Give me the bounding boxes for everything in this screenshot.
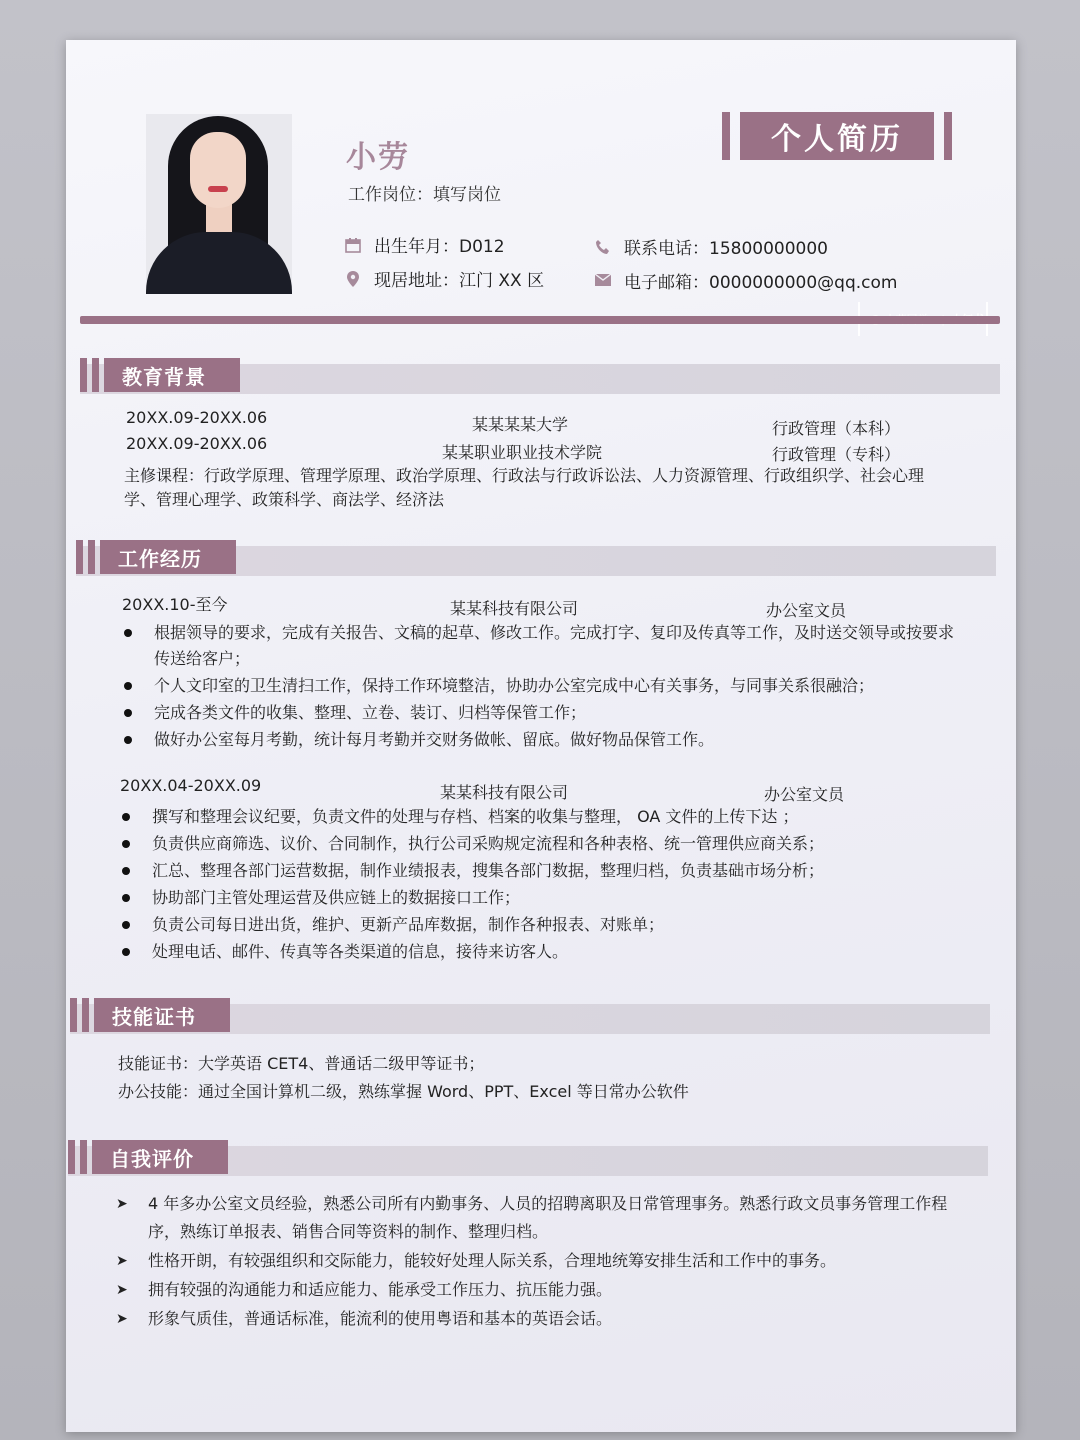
header-divider (80, 316, 1000, 324)
job-1-date: 20XX.10-至今 (122, 595, 228, 614)
envelope-icon (594, 273, 612, 289)
skills-line-1: 技能证书：大学英语 CET4、普通话二级甲等证书； (118, 1054, 485, 1073)
edu-major-2: 行政管理（专科） (772, 445, 901, 464)
list-item: 做好办公室每月考勤，统计每月考勤并交财务做帐、留底。做好物品保管工作。 (122, 727, 962, 753)
calendar-icon (344, 237, 362, 253)
edu-courses: 主修课程：行政学原理、管理学原理、政治学原理、行政法与行政诉讼法、人力资源管理、行政组织学、社会心理学、管理心理学、政策科学、商法学、经济法 (124, 466, 925, 509)
self-eval-list (116, 1190, 956, 1334)
list-item: 协助部门主管处理运营及供应链上的数据接口工作； (120, 885, 960, 911)
list-item: 负责公司每日进出货，维护、更新产品库数据，制作各种报表、对账单； (120, 912, 960, 938)
list-item: ➤ 拥有较强的沟通能力和适应能力、能承受工作压力、抗压能力强。 (116, 1276, 956, 1304)
resume-title: 个人简历 (771, 122, 903, 157)
section-title: 自我评价 (92, 1140, 228, 1174)
list-item: 处理电话、邮件、传真等各类渠道的信息，接待来访客人。 (120, 939, 960, 965)
edu-date-2: 20XX.09-20XX.06 (126, 434, 268, 453)
section-education-header (80, 358, 1000, 392)
list-item: 撰写和整理会议纪要，负责文件的处理与存档、档案的收集与整理， OA 文件的上传下达 ； (120, 804, 960, 830)
section-title: 教育背景 (104, 358, 240, 392)
phone-info: 联系电话：15800000000 (594, 234, 828, 259)
skills-line-2: 办公技能：通过全国计算机二级，熟练掌握 Word、PPT、Excel 等日常办公软件 (118, 1082, 689, 1101)
profile-photo (146, 114, 292, 294)
edu-date-1: 20XX.09-20XX.06 (126, 408, 268, 427)
birth-info: 出生年月：D012 (344, 232, 505, 257)
section-self-header (68, 1140, 1006, 1174)
edu-school-1: 某某某某大学 (472, 415, 569, 434)
job-1-company: 某某科技有限公司 (450, 599, 579, 618)
list-item: 负责供应商筛选、议价、合同制作，执行公司采购规定流程和各种表格、统一管理供应商关系； (120, 831, 960, 857)
email-info: 电子邮箱：0000000000@qq.com (594, 268, 897, 293)
person-name: 小劳 (346, 140, 410, 175)
resume-paper (66, 40, 1016, 1432)
list-item: ➤ 形象气质佳，普通话标准，能流利的使用粤语和基本的英语会话。 (116, 1305, 956, 1333)
address-info: 现居地址：江门 XX 区 (344, 266, 544, 291)
list-item: 个人文印室的卫生清扫工作，保持工作环境整洁，协助办公室完成中心有关事务，与同事关系很融洽； (122, 673, 962, 699)
job-2-position: 办公室文员 (764, 785, 845, 804)
job-2-company: 某某科技有限公司 (440, 783, 569, 802)
list-item: 汇总、整理各部门运营数据，制作业绩报表，搜集各部门数据，整理归档，负责基础市场分析； (120, 858, 960, 884)
list-item: 完成各类文件的收集、整理、立卷、装订、归档等保管工作； (122, 700, 962, 726)
list-item: ➤ 性格开朗，有较强组织和交际能力，能较好处理人际关系，合理地统筹安排生活和工作中的事务。 (116, 1247, 956, 1275)
edu-major-1: 行政管理（本科） (772, 419, 901, 438)
resume-title-box (722, 112, 952, 160)
edu-school-2: 某某职业职业技术学院 (442, 443, 603, 462)
location-pin-icon (344, 271, 362, 287)
section-title: 工作经历 (100, 540, 236, 574)
section-work-header (76, 540, 1001, 574)
job-2-date: 20XX.04-20XX.09 (120, 776, 262, 795)
job-2-duties (120, 804, 960, 966)
list-item: ➤ 4 年多办公室文员经验，熟悉公司所有内勤事务、人员的招聘离职及日常管理事务。熟悉行政文员事务管理工作程序，熟练订单报表、销售合同等资料的制作、整理归档。 (116, 1190, 956, 1246)
job-1-position: 办公室文员 (766, 601, 847, 620)
list-item: 根据领导的要求，完成有关报告、文稿的起草、修改工作。完成打字、复印及传真等工作，及时送交领导或按要求传送给客户； (122, 620, 962, 672)
job-1-duties (122, 620, 962, 754)
section-skills-header (70, 998, 1004, 1032)
section-title: 技能证书 (94, 998, 230, 1032)
phone-icon (594, 239, 612, 255)
job-position: 工作岗位：填写岗位 (348, 185, 501, 205)
